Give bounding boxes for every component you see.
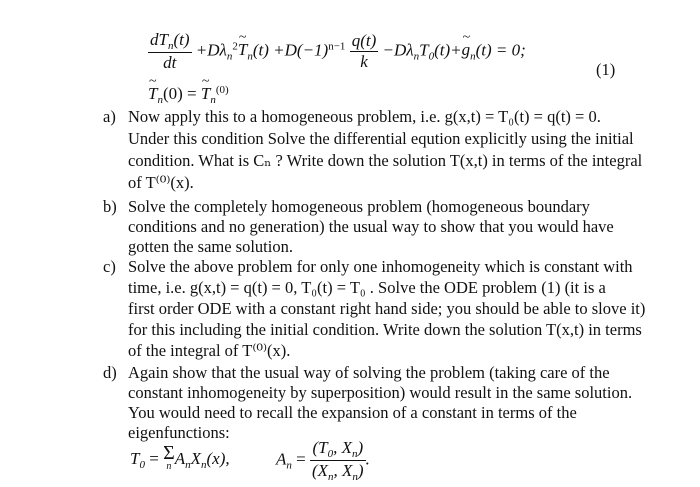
equation-2-sum: $T_0$ = Σ n $A_nX_n(x)$, bbox=[130, 442, 230, 472]
equation-2-coefficient: $A_n$ = $\frac{(T_0, X_n)}{(X_n, X_n)}$ . bbox=[276, 438, 370, 483]
item-d-line: constant inhomogeneity by superposition) would result in the same solution. bbox=[128, 383, 633, 402]
item-c-line: of the integral of T⁽⁰⁾(x). bbox=[128, 341, 291, 360]
sum-index: n bbox=[166, 461, 172, 472]
item-a-line: Now apply this to a homogeneous problem, i.e. g(x,t) = T₀(t) = q(t) = 0. bbox=[128, 107, 601, 126]
item-a-line: condition. What is Cₙ ? Write down the solution T(x,t) in terms of the integral bbox=[128, 151, 643, 170]
item-c-marker: c) bbox=[103, 257, 116, 276]
coefficient-fraction: $\frac{(T_0, X_n)}{(X_n, X_n)}$ bbox=[311, 438, 364, 483]
item-d-line: eigenfunctions: bbox=[128, 423, 230, 442]
item-c-line: time, i.e. g(x,t) = q(t) = 0, T₀(t) = T₀ . Solve the ODE problem (1) (it is a bbox=[128, 278, 606, 297]
item-a-marker: a) bbox=[103, 107, 116, 126]
q-over-k-fraction: $\frac{q(t)}{k}$ bbox=[351, 31, 377, 71]
item-a-line: of T⁽⁰⁾(x). bbox=[128, 173, 194, 192]
equation-1-initial-condition: ~ $T_n(0)$ = ~ $T_n^{(0)}$ bbox=[148, 84, 229, 106]
item-c-line: for this including the initial condition. Write down the solution T(x,t) in terms bbox=[128, 320, 642, 339]
item-b-line: Solve the completely homogeneous problem (homogeneous boundary bbox=[128, 197, 590, 216]
equation-1-line-1: $\frac{dT_n(t)}{dt}$ $+D\lambda_n^2\sim$ $T_n(t) +D(-1)^{n-1}$ $\frac{q(t)}{k}$ $-D\lambda_nT_0(t)+\sim$ $g_n(t) = 0$; bbox=[148, 30, 526, 73]
item-d-line: Again show that the usual way of solving the problem (taking care of the bbox=[128, 363, 610, 382]
item-d-marker: d) bbox=[103, 363, 117, 382]
item-d-line: You would need to recall the expansion of a constant in terms of the bbox=[128, 403, 577, 422]
sum-symbol: Σ bbox=[163, 442, 175, 464]
item-c-line: Solve the above problem for only one inhomogeneity which is constant with bbox=[128, 257, 633, 276]
item-b-line: conditions and no generation) the usual way to show that you would have bbox=[128, 217, 614, 236]
dTdt-fraction: $\frac{dT_n(t)}{dt}$ bbox=[150, 30, 190, 72]
equation-label: (1) bbox=[596, 60, 616, 79]
item-a-line: Under this condition Solve the differential eqution explicitly using the initial bbox=[128, 129, 634, 148]
item-b-marker: b) bbox=[103, 197, 117, 216]
item-c-line: first order ODE with a constant right hand side; you should be able to slove it) bbox=[128, 299, 646, 318]
item-b-line: gotten the same solution. bbox=[128, 237, 293, 256]
